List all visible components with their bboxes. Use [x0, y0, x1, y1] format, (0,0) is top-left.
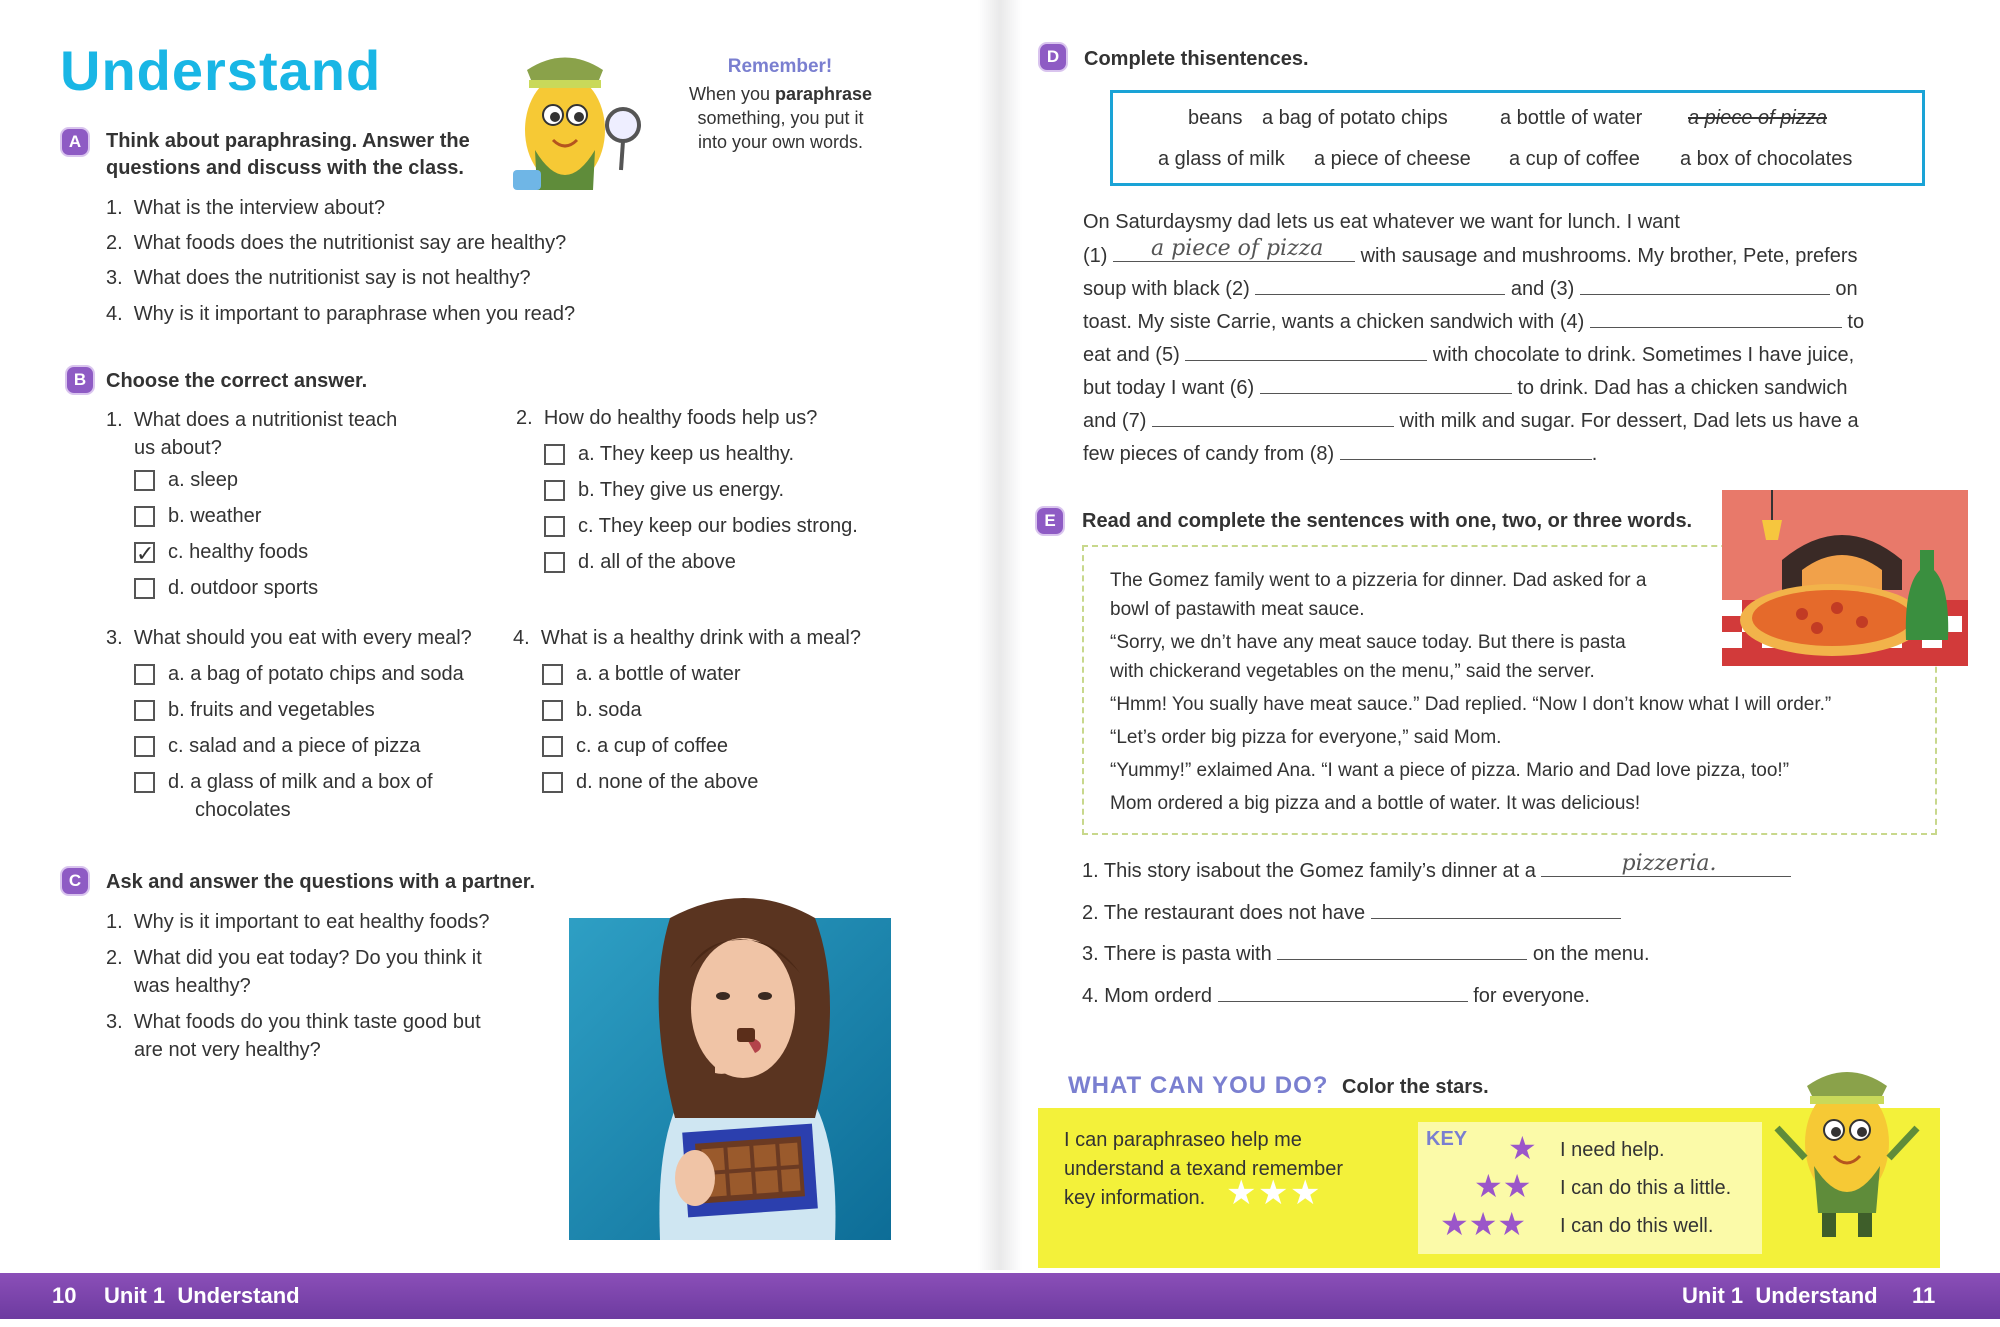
q1-option-b: b. weather: [168, 505, 262, 527]
pizzeria-illustration: [1722, 490, 1968, 666]
story-line-6: “Let’s order big pizza for everyone,” said Mom.: [1110, 727, 1502, 748]
corn-mascot-waving: [1772, 1048, 1922, 1248]
checkbox-q1-a[interactable]: [134, 470, 155, 491]
blank-4[interactable]: [1590, 307, 1842, 328]
q4-option-b: b. soda: [576, 699, 642, 721]
blank-1[interactable]: [1113, 236, 1355, 262]
e-blank-2[interactable]: [1371, 898, 1621, 919]
badge-a: A: [62, 129, 88, 155]
checkbox-q2-b[interactable]: [544, 480, 565, 501]
color-star-1[interactable]: ★: [1226, 1174, 1257, 1212]
word-piece-cheese: a piece of cheese: [1314, 148, 1471, 170]
a-item-3: 3. What does the nutritionist say is not healthy?: [106, 267, 531, 289]
a-item-1: 1. What is the interview about?: [106, 197, 386, 219]
q3-option-c: c. salad and a piece of pizza: [168, 735, 421, 757]
word-box-chocolates: a box of chocolates: [1680, 148, 1853, 170]
d-para-line8: few pieces of candy from (8) .: [1083, 439, 1597, 468]
d-para-line6: but today I want (6) to drink. Dad has a chicken sandwich: [1083, 373, 1848, 402]
d-para-line3: soup with black (2) and (3) on: [1083, 274, 1858, 303]
checkbox-q2-c[interactable]: [544, 516, 565, 537]
remember-title: Remember!: [727, 56, 833, 77]
q4-option-a: a. a bottle of water: [576, 663, 741, 685]
story-line-2: bowl of pastawith meat sauce.: [1110, 599, 1365, 620]
badge-d: D: [1040, 44, 1066, 70]
story-line-7: “Yummy!” exlaimed Ana. “I want a piece of pizza. Mario and Dad love pizza, too!”: [1110, 760, 1790, 781]
section-d-heading: Complete thisentences.: [1084, 48, 1309, 70]
blank-6[interactable]: [1260, 373, 1512, 394]
b-q4: 4. What is a healthy drink with a meal?: [513, 627, 861, 649]
b-q1: 1. What does a nutritionist teach: [106, 409, 398, 431]
word-bottle-water: a bottle of water: [1500, 107, 1643, 129]
word-cup-coffee: a cup of coffee: [1509, 148, 1640, 170]
checkbox-q3-a[interactable]: [134, 664, 155, 685]
corn-mascot-magnifier: [505, 40, 655, 205]
c-item-3-cont: are not very healthy?: [134, 1039, 321, 1061]
checkbox-q4-c[interactable]: [542, 736, 563, 757]
story-line-3: “Sorry, we dn’t have any meat sauce today. But there is pasta: [1110, 632, 1626, 653]
word-potato-chips: a bag of potato chips: [1262, 107, 1448, 129]
story-line-4: with chickerand vegetables on the menu,” said the server.: [1110, 661, 1595, 682]
footer-unit-left: Unit 1 Understand: [104, 1283, 300, 1308]
c-item-3: 3. What foods do you think taste good but: [106, 1011, 481, 1033]
d-para-line4: toast. My siste Carrie, wants a chicken sandwich with (4) to: [1083, 307, 1864, 336]
e-q1: 1. This story isabout the Gomez family’s dinner at a pizzeria.: [1082, 856, 1791, 885]
checkbox-q4-d[interactable]: [542, 772, 563, 793]
key-star-icon: ★: [1508, 1130, 1537, 1166]
q2-option-b: b. They give us energy.: [578, 479, 785, 501]
blank-5[interactable]: [1185, 340, 1427, 361]
key-1-text: I need help.: [1560, 1139, 1665, 1161]
section-c-heading: Ask and answer the questions with a partner.: [106, 871, 535, 893]
key-star-icon: ★★★: [1440, 1206, 1527, 1242]
q4-option-c: c. a cup of coffee: [576, 735, 728, 757]
q3-option-d: d. a glass of milk and a box of: [168, 771, 433, 793]
blank-2[interactable]: [1255, 274, 1505, 295]
e-blank-4[interactable]: [1218, 981, 1468, 1002]
b-q1-cont: us about?: [134, 437, 222, 459]
d-para-line1: On Saturdaysmy dad lets us eat whatever we want for lunch. I want: [1083, 211, 1680, 233]
checkbox-q1-c-checked[interactable]: ✓: [136, 541, 155, 566]
blank-3[interactable]: [1580, 274, 1830, 295]
checkbox-q3-c[interactable]: [134, 736, 155, 757]
word-glass-milk: a glass of milk: [1158, 148, 1285, 170]
checkbox-q2-a[interactable]: [544, 444, 565, 465]
can-do-statement: I can paraphraseo help me understand a texand remember key information.: [1064, 1129, 1344, 1209]
badge-e: E: [1037, 508, 1063, 534]
page-number-left: 10: [52, 1283, 77, 1308]
key-star-icon: ★★: [1474, 1168, 1532, 1204]
q1-option-a: a. sleep: [168, 469, 239, 491]
q2-option-c: c. They keep our bodies strong.: [578, 515, 858, 537]
checkbox-q2-d[interactable]: [544, 552, 565, 573]
c-item-2: 2. What did you eat today? Do you think it: [106, 947, 482, 969]
color-stars-instruction: Color the stars.: [1342, 1076, 1489, 1098]
checkbox-q1-b[interactable]: [134, 506, 155, 527]
checkbox-q4-a[interactable]: [542, 664, 563, 685]
q3-option-d-cont: chocolates: [195, 799, 291, 821]
q1-option-d: d. outdoor sports: [168, 577, 319, 599]
e-blank-3[interactable]: [1277, 939, 1527, 960]
story-line-5: “Hmm! You sually have meat sauce.” Dad replied. “Now I don’t know what I will order.”: [1110, 694, 1832, 715]
blank-7[interactable]: [1152, 406, 1394, 427]
photo-woman-chocolates: [565, 878, 895, 1240]
e-q4: 4. Mom orderd for everyone.: [1082, 981, 1590, 1010]
e-q2: 2. The restaurant does not have: [1082, 898, 1621, 927]
checkbox-q4-b[interactable]: [542, 700, 563, 721]
word-piece-pizza-crossed: a piece of pizza: [1688, 107, 1827, 129]
q1-option-c: c. healthy foods: [168, 541, 309, 563]
page-gutter: [978, 0, 1022, 1270]
section-a-heading: Think about paraphrasing. Answer the questions and discuss with the class.: [106, 130, 470, 179]
word-beans: beans: [1188, 107, 1243, 129]
q2-option-d: d. all of the above: [578, 551, 736, 573]
e-answer-1-handwritten: pizzeria.: [1621, 851, 1717, 876]
q3-option-a: a. a bag of potato chips and soda: [168, 663, 464, 685]
b-q3: 3. What should you eat with every meal?: [106, 627, 472, 649]
key-2-text: I can do this a little.: [1560, 1177, 1732, 1199]
section-b-heading: Choose the correct answer.: [106, 370, 368, 392]
page-number-right: 11: [1912, 1283, 1936, 1308]
a-item-2: 2. What foods does the nutritionist say are healthy?: [106, 232, 567, 254]
q3-option-b: b. fruits and vegetables: [168, 699, 375, 721]
answer-1-handwritten: a piece of pizza: [1151, 236, 1324, 261]
color-star-2[interactable]: ★: [1258, 1174, 1289, 1212]
d-para-line5: eat and (5) with chocolate to drink. Sometimes I have juice,: [1083, 340, 1854, 369]
e-blank-1[interactable]: [1541, 851, 1791, 877]
key-label: KEY: [1426, 1128, 1468, 1150]
what-can-you-do-title: WHAT CAN YOU DO?: [1068, 1072, 1329, 1099]
key-3-text: I can do this well.: [1560, 1215, 1714, 1237]
story-line-8: Mom ordered a big pizza and a bottle of water. It was delicious!: [1110, 793, 1641, 814]
color-star-3[interactable]: ★: [1290, 1174, 1321, 1212]
footer-unit-right: Unit 1 Understand: [1682, 1283, 1878, 1308]
checkbox-q1-d[interactable]: [134, 578, 155, 599]
badge-c: C: [62, 868, 88, 894]
d-para-line2: (1) a piece of pizza with sausage and mushrooms. My brother, Pete, prefers: [1083, 236, 1858, 267]
checkbox-q3-d[interactable]: [134, 772, 155, 793]
badge-b: B: [67, 367, 93, 393]
e-q3: 3. There is pasta with on the menu.: [1082, 939, 1650, 968]
a-item-4: 4. Why is it important to paraphrase when you read?: [106, 303, 576, 325]
q2-option-a: a. They keep us healthy.: [578, 443, 795, 465]
story-line-1: The Gomez family went to a pizzeria for dinner. Dad asked for a: [1110, 570, 1647, 591]
blank-8[interactable]: [1340, 439, 1592, 460]
q4-option-d: d. none of the above: [576, 771, 759, 793]
section-e-heading: Read and complete the sentences with one, two, or three words.: [1082, 510, 1693, 532]
d-para-line7: and (7) with milk and sugar. For dessert, Dad lets us have a: [1083, 406, 1859, 435]
remember-text: When you paraphrase something, you put it into your own words.: [688, 84, 873, 152]
c-item-1: 1. Why is it important to eat healthy foods?: [106, 911, 490, 933]
c-item-2-cont: was healthy?: [134, 975, 251, 997]
page-title: Understand: [60, 39, 382, 102]
checkbox-q3-b[interactable]: [134, 700, 155, 721]
b-q2: 2. How do healthy foods help us?: [516, 407, 818, 429]
